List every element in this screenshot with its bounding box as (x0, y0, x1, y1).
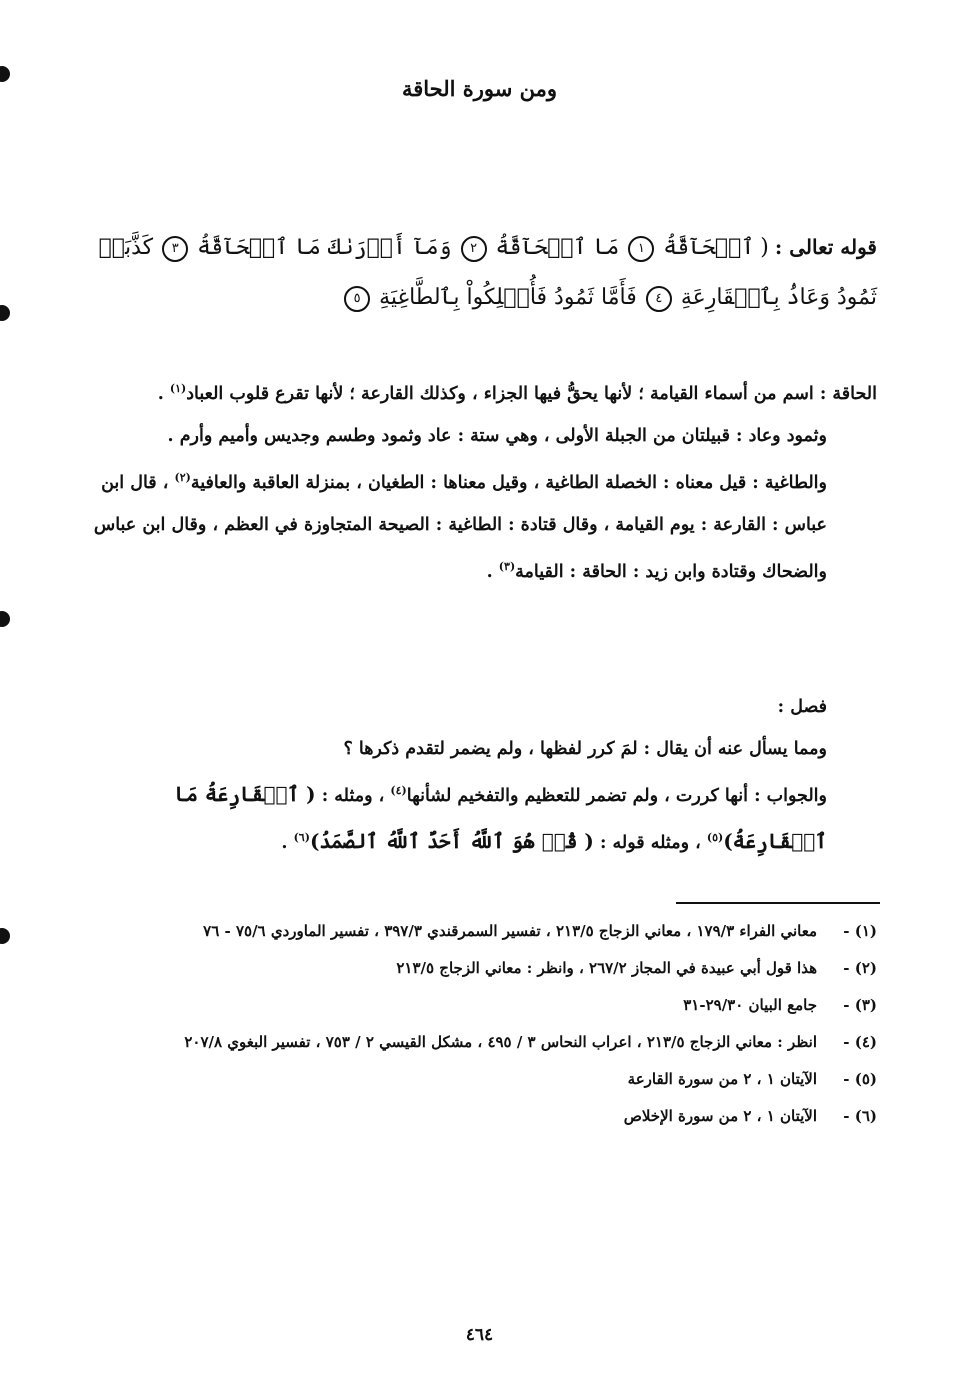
verse-text-2: مَا ٱلۡحَآقَّةُ (495, 235, 620, 260)
footnote-item (77, 913, 877, 950)
footnote-ref: (٤) (390, 784, 407, 797)
footnote-ref: (١) (169, 382, 187, 395)
verse-text-4: كَذَّبَتۡ ثَمُودُ وَعَادُۢ بِٱلۡقَارِعَةِ (98, 235, 877, 310)
fasl-section (77, 686, 877, 864)
footnote-ref: (٥) (706, 830, 724, 844)
footnote-ref: (٣) (498, 559, 516, 573)
ayah-number-marker: ٥ (344, 286, 370, 312)
tafsir-text: ، قال ابن عباس : القارعة : يوم القيامة ، وقال قتادة : الطاغية : الصيحة المتجاوزة في العظم ، وقال ابن عباس والضحاك وقتادة وابن زيد : الحاقة : القيامة (93, 472, 827, 582)
binder-hole-mark (0, 928, 10, 944)
answer-text: ، ومثله : (315, 785, 391, 806)
answer-paragraph (77, 770, 877, 864)
ayah-number-marker: ٣ (162, 236, 188, 262)
tafsir-paragraph (77, 368, 877, 415)
tafsir-text: الحاقة : اسم من أسماء القيامة ؛ لأنها يحقُّ فيها الجزاء ، وكذلك القارعة ؛ لأنها تقرع قلوب العباد (186, 383, 877, 404)
verse-text-1: ٱلۡحَآقَّةُ (663, 235, 755, 260)
answer-text: . (281, 832, 294, 853)
verse-intro: قوله تعالى : (774, 235, 877, 259)
ayah-number-marker: ١ (628, 236, 654, 262)
footnote-separator (676, 902, 880, 904)
tafsir-text: والطاغية : قيل معناه : الخصلة الطاغية ، وقيل معناها : الطغيان ، بمنزلة العاقبة والعافية (190, 472, 827, 493)
tafsir-text: . (486, 561, 499, 582)
footnote-ref: (٢) (174, 470, 191, 484)
quran-verse-block (77, 222, 877, 323)
footnote-item (77, 1024, 877, 1061)
tafsir-paragraph (77, 457, 877, 593)
footnote-number: (٦) - (843, 1107, 877, 1125)
footnote-number: (٣) - (843, 996, 877, 1014)
answer-text: والجواب : أنها كررت ، ولم تضمر للتعظيم والتفخيم لشأنها (406, 785, 827, 806)
section-heading: فصل : (777, 697, 827, 717)
footnote-text: جامع البيان ٢٩/٣٠-٣١ (683, 996, 817, 1014)
footnote-item (77, 1061, 877, 1098)
footnote-number: (٢) - (843, 959, 877, 977)
binder-hole-mark (0, 611, 10, 627)
footnote-item (77, 950, 877, 987)
footnote-number: (١) - (843, 922, 877, 940)
footnotes-list (77, 913, 877, 1135)
footnote-text: الآيتان ١ ، ٢ من سورة الإخلاص (623, 1107, 817, 1125)
footnote-item (77, 1098, 877, 1135)
tafsir-text: وثمود وعاد : قبيلتان من الجبلة الأولى ، وهي ستة : عاد وثمود وطسم وجديس وأميم وأرم . (167, 425, 827, 446)
question-paragraph: ومما يسأل عنه أن يقال : لمَ كرر لفظها ، ولم يضمر لتقدم ذكرها ؟ (343, 739, 827, 759)
page-number: ٤٦٤ (465, 1325, 494, 1345)
quran-quote: ( قُلۡ هُوَ ٱللَّهُ أَحَدٌ ٱللَّهُ ٱلصَّمَدُ) (309, 828, 594, 853)
tafsir-text: . (157, 383, 170, 404)
tafsir-section (77, 368, 877, 592)
page-title: ومن سورة الحاقة (401, 76, 558, 101)
ayah-number-marker: ٢ (461, 236, 487, 262)
binder-hole-mark (0, 305, 10, 321)
quran-quote: ( ٱلۡقَارِعَةُ مَا ٱلۡقَارِعَةُ) (174, 781, 827, 853)
footnote-number: (٥) - (843, 1070, 877, 1088)
footnote-text: انظر : معاني الزجاج ٢١٣/٥ ، اعراب النحاس ٣ / ٤٩٥ ، مشكل القيسي ٢ / ٧٥٣ ، تفسير البغوي ٢٠٧/٨ (184, 1033, 817, 1051)
footnote-text: معاني الفراء ١٧٩/٣ ، معاني الزجاج ٢١٣/٥ ، تفسير السمرقندي ٣٩٧/٣ ، تفسير الماوردي ٧٥/٦ - ٧٦ (203, 922, 817, 940)
verse-text-5: فَأَمَّا ثَمُودُ فَأُهۡلِكُواْ بِٱلطَّاغِيَةِ (379, 285, 637, 310)
tafsir-paragraph (77, 415, 877, 457)
footnote-ref: (٦) (293, 830, 310, 844)
footnote-text: هذا قول أبي عبيدة في المجاز ٢٦٧/٢ ، وانظر : معاني الزجاج ٢١٣/٥ (396, 959, 817, 977)
footnote-item (77, 987, 877, 1024)
ayah-number-marker: ٤ (646, 286, 672, 312)
footnote-number: (٤) - (843, 1033, 877, 1051)
verse-open-paren: ( (760, 235, 769, 260)
footnote-text: الآيتان ١ ، ٢ من سورة القارعة (627, 1070, 817, 1088)
verse-text-3: وَمَآ أَدۡرَىٰكَ مَا ٱلۡحَآقَّةُ (197, 235, 452, 260)
answer-text: ، ومثله قوله : (593, 832, 707, 853)
